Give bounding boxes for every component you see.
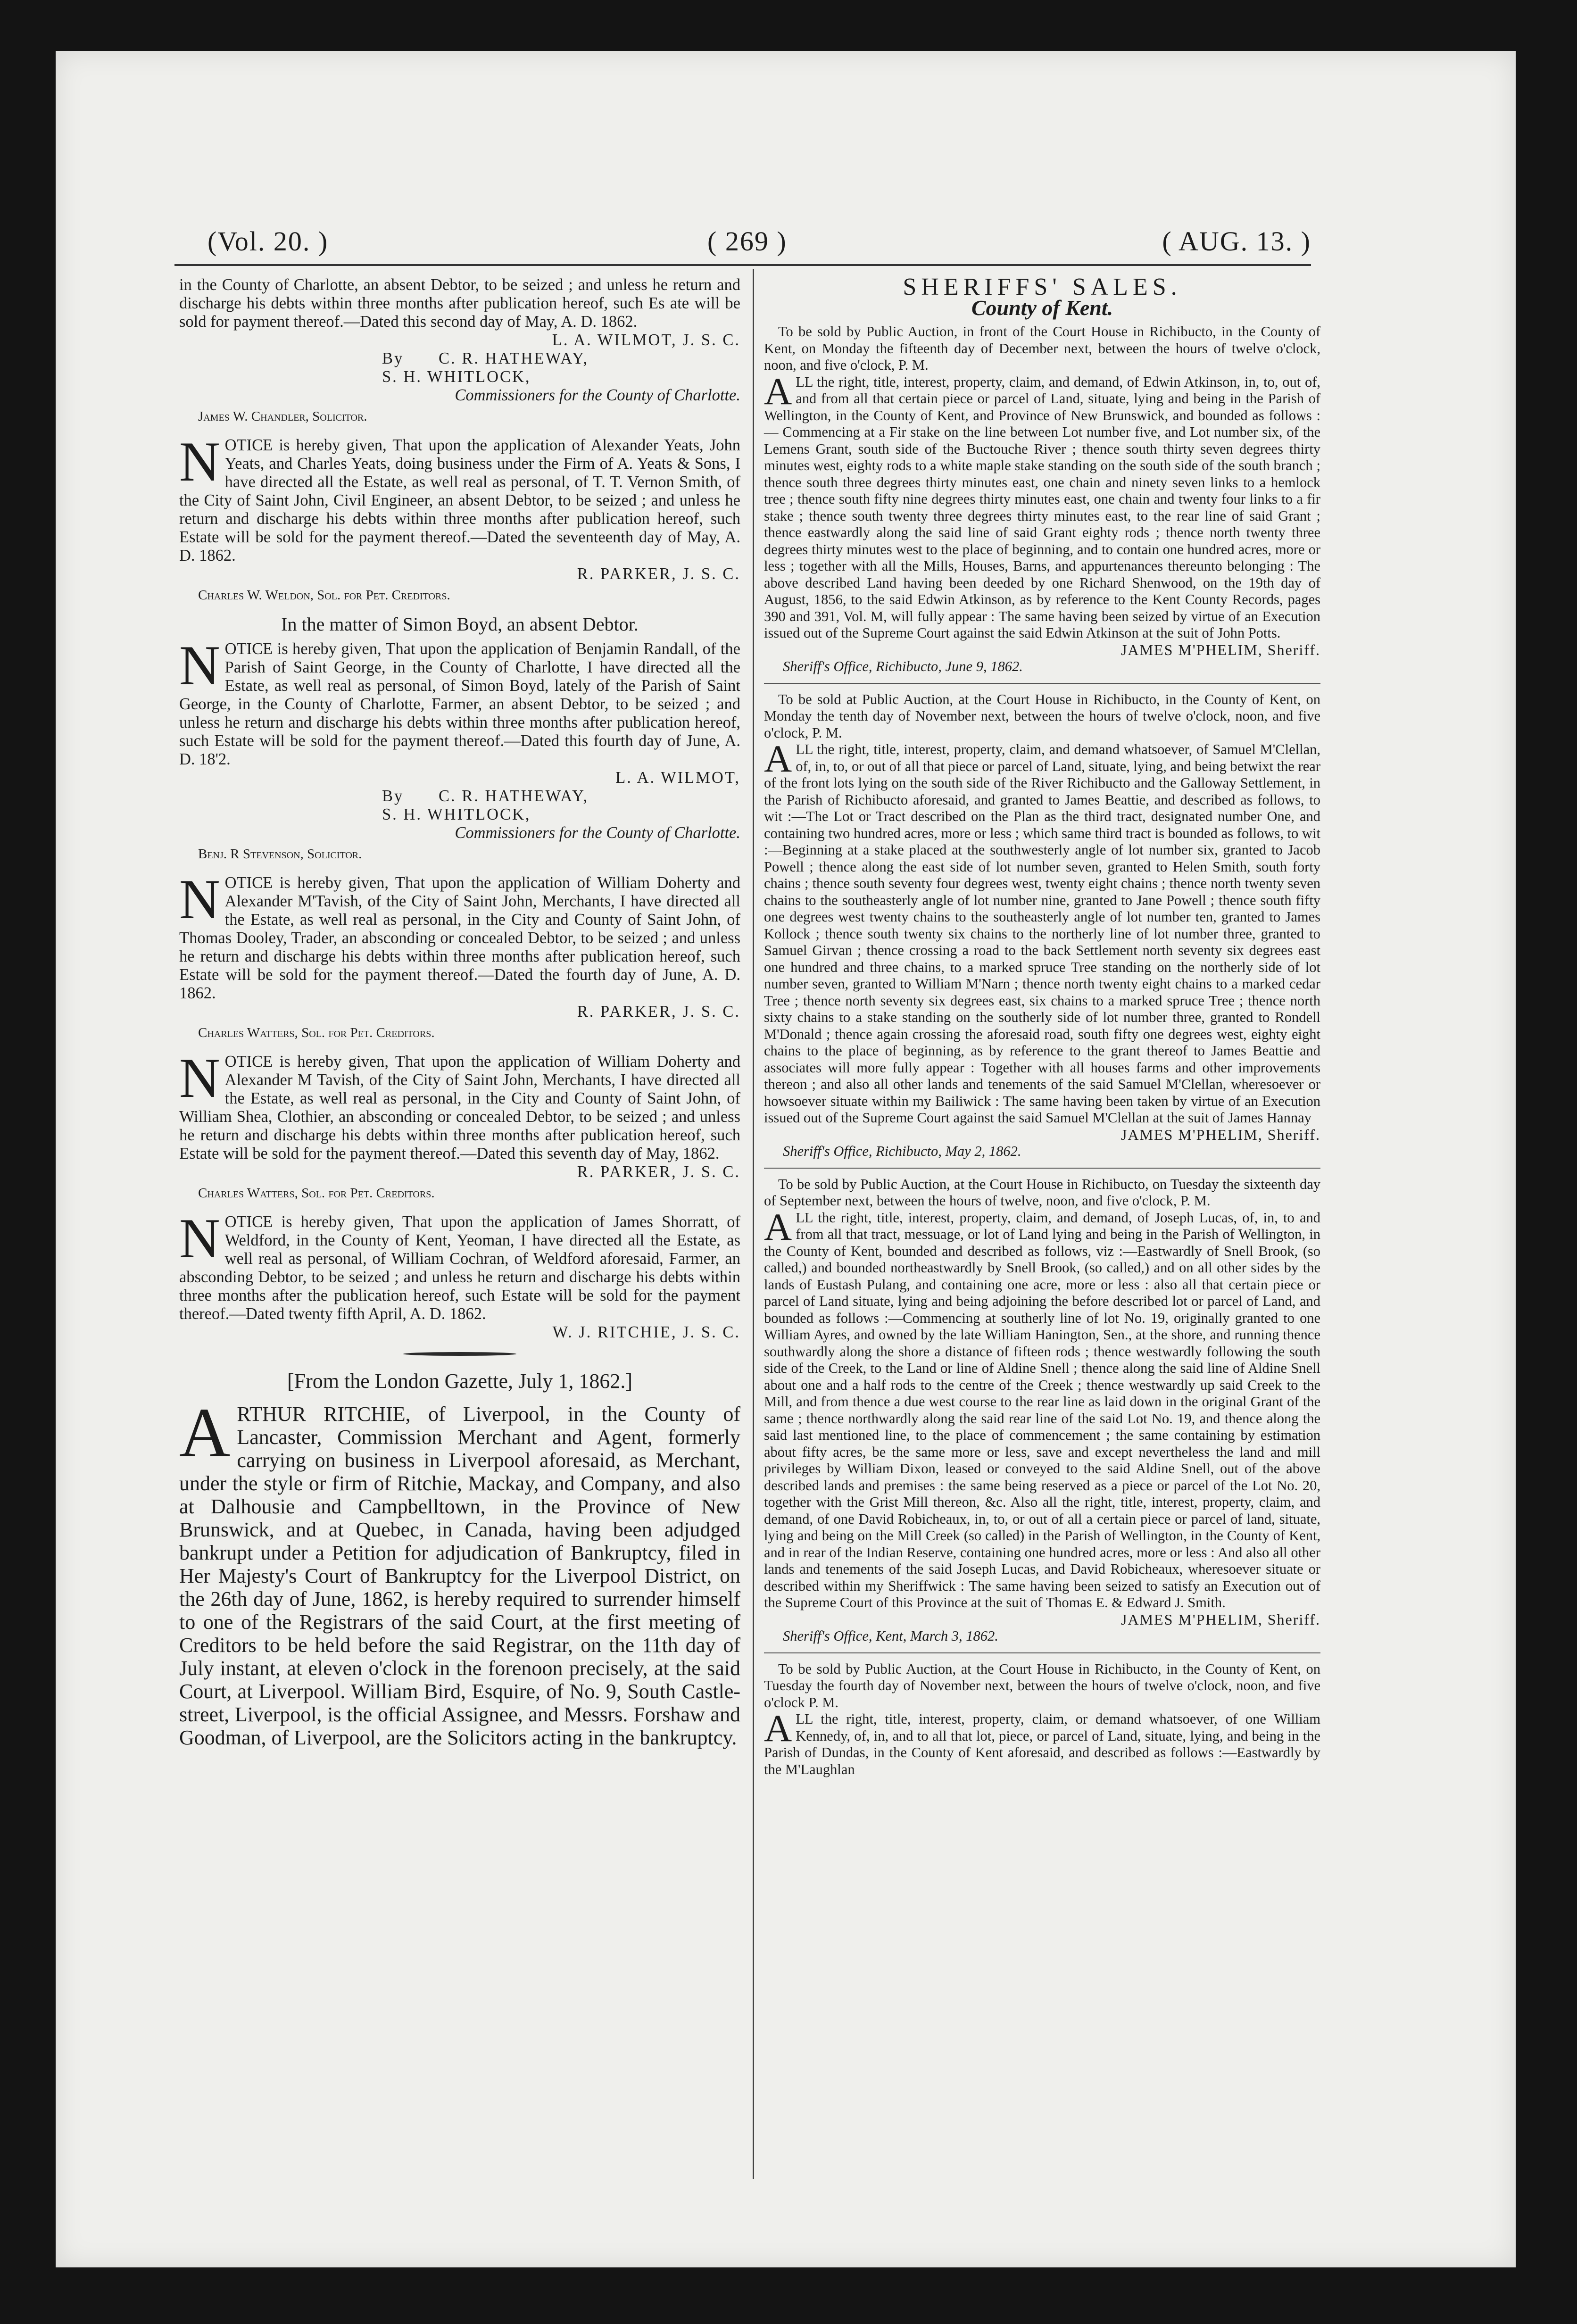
notice-boyd [179,615,740,863]
sale-intro: To be sold by Public Auction, at the Court House in Richibucto, on Tuesday the sixteenth day of September next, between the hours of twelve, noon, and five o'clock, P. M. [764,1176,1320,1209]
drop-cap: N [179,868,220,930]
notice-body: OTICE is hereby given, That upon the application of Benjamin Randall, of the Parish of Saint George, in the County of Charlotte, I have directed all the Estate, as well real as personal, of Simon Boyd, lately of the Parish of Saint George, in the County of Charlotte, Farmer, an absent Debtor, to be seized ; and unless he return and discharge his debts within three months after publication hereof, such Estate will be sold for the payment thereof.—Dated this fourth day of June, A. D. 18'2. [179,640,740,768]
sheriff-office: Sheriff's Office, Richibucto, June 9, 1862. [783,658,1023,674]
notice-body: OTICE is hereby given, That upon the application of Alexander Yeats, John Yeats, and Charles Yeats, doing business under the Firm of A. Yeats & Sons, I have directed all the Estate, as well real as personal, of T. T. Vernon Smith, of the City of Saint John, Civil Engineer, an absent Debtor, to be seized ; and unless he return and discharge his debts within three months after publication hereof, such Estate will be sold for the payment thereof.—Dated the seventeenth day of May, A. D. 1862. [179,436,740,564]
signature-judge: L. A. WILMOT, J. S. C. [552,331,740,349]
section-separator [764,1652,1320,1653]
notice-text [179,1046,740,1163]
drop-cap: N [179,1207,220,1270]
notice-dooley [179,868,740,1042]
sheriff-signature: JAMES M'PHELIM, Sheriff. [1121,1610,1320,1628]
sale-text [764,1205,1320,1611]
drop-cap: N [179,634,220,697]
drop-cap: A [764,737,792,780]
notice-yeats [179,430,740,605]
gazette-title: [From the London Gazette, July 1, 1862.] [287,1370,632,1393]
notice-text [179,868,740,1003]
sale-kennedy [764,1661,1320,1778]
signature-commissioner: S. H. WHITLOCK, [382,368,531,386]
notice-london-gazette [179,1372,740,1749]
notice-body: OTICE is hereby given, That upon the application of James Shorratt, of Weldford, in the County of Kent, Yeoman, I have directed all the Estate, as well real as personal, of William Cochran, of Weldford aforesaid, Farmer, an absconding Debtor, to be seized ; and unless he return and discharge his debts within three months after the publication hereof, such Estate will be sold for the payment thereof.—Dated twenty fifth April, A. D. 1862. [179,1213,740,1323]
page-header [208,225,1311,263]
notice-text [179,634,740,769]
solicitor-line: Benj. R Stevenson, Solicitor. [198,847,362,862]
by-label: By [382,349,404,367]
volume-label: (Vol. 20. ) [208,226,329,257]
signature-commissioner: S. H. WHITLOCK, [382,805,531,823]
sheriff-signature: JAMES M'PHELIM, Sheriff. [1121,641,1320,658]
header-rule [174,264,1311,266]
sale-text [764,1707,1320,1778]
drop-cap: A [764,1205,792,1248]
signature-judge: R. PARKER, J. S. C. [577,565,740,583]
drop-cap: A [764,369,792,413]
drop-cap: A [764,1707,792,1750]
commission-line: Commissioners for the County of Charlotte. [455,824,740,842]
sale-body-text: LL the right, title, interest, property, claim, and demand, of Joseph Lucas, of, in, to and from all that tract, messuage, or lot of Land lying and being in the Parish of Wellington, in the County of Kent, bounded and described as follows, viz :—Eastwardly of Snell Brook, (so called,) and bounded northeastwardly by Snell Brook, (so called,) and on all other sides by the lands of Eustash Pulang, and containing one acre, more or less : also all that certain piece or parcel of Land situate, lying and being adjoining the before described lot or parcel of Land, and bounded as follows :—Commencing at southerly line of lot No. 19, originally granted to one William Ayres, and owned by the late William Hanington, Sen., at the shore, and running thence southwardly along the shore a distance of fifteen rods ; thence westwardly following the south side of the Creek, to the Land or line of Aldine Snell ; thence along the said line of Aldine Snell about one and a half rods to the centre of the Creek ; thence westwardly up said Creek to the Mill, and from thence a due west course to the rear line as laid down in the original Grant of the same ; thence northwardly along the said rear line of the said Lot No. 19, and thence along the said last mentioned line, to the place of commencement ; the same containing by estimation about fifty acres, be the same more or less, save and except nevertheless the land and mill privileges by William Dixon, leased or conveyed to the said Aldine Snell, out of the above described lands and premises : the same being reserved as a piece or parcel of the Lot No. 20, together with the Grist Mill thereon, &c. Also all the right, title, interest, property, claim, and demand, of one David Robicheaux, in, to, or out of all a certain piece or parcel of land, situate, lying and being on the Mill Creek (so called) in the Parish of Wellington, in the County of Kent, and in rear of the Indian Reserve, containing one hundred acres, more or less : And also all other lands and tenements of the said Joseph Lucas, and David Robicheaux, wheresoever situate or described within my Sheriffwick : The same having been seized to satisfy an Execution out of the Supreme Court of this Province at the suit of Thomas E. & Edward J. Smith. [764,1209,1320,1610]
column-divider [753,269,754,2179]
signature-judge: R. PARKER, J. S. C. [577,1163,740,1181]
right-column [764,276,1320,1778]
sale-intro: To be sold at Public Auction, at the Court House in Richibucto, in the County of Kent, on Monday the tenth day of November next, between the hours of twelve o'clock, noon, and five o'clock, P. M. [764,691,1320,741]
page-number: ( 269 ) [707,226,787,257]
solicitor-line: James W. Chandler, Solicitor. [198,409,367,424]
gazette-text [179,1394,740,1749]
commission-line: Commissioners for the County of Charlotte. [455,386,740,404]
sale-atkinson [764,324,1320,675]
left-column [179,276,740,1760]
notice-text [179,1207,740,1323]
matter-title: In the matter of Simon Boyd, an absent Debtor. [281,614,639,635]
commissioner-name: C. R. HATHEWAY, [439,349,589,367]
sale-intro: To be sold by Public Auction, in front of the Court House in Richibucto, in the County of Kent, on Monday the fifteenth day of December next, between the hours of twelve o'clock, noon, and five o'clock, P. M. [764,324,1320,373]
signature-commissioner [179,349,740,368]
sale-text [764,369,1320,642]
signature-commissioner [179,787,740,805]
drop-cap: A [179,1394,231,1472]
sheriff-signature: JAMES M'PHELIM, Sheriff. [1121,1126,1320,1143]
drop-cap: N [179,1046,220,1109]
section-separator [764,683,1320,684]
sale-intro: To be sold by Public Auction, at the Court House in Richibucto, in the County of Kent, on Tuesday the fourth day of November next, between the hours of twelve o'clock, noon, and five o'clock P. M. [764,1660,1320,1710]
notice-cochran [179,1207,740,1342]
sheriff-office: Sheriff's Office, Kent, March 3, 1862. [783,1628,998,1644]
sale-text [764,737,1320,1127]
solicitor-line: Charles Watters, Sol. for Pet. Creditors. [198,1025,435,1040]
solicitor-line: Charles Watters, Sol. for Pet. Creditors. [198,1186,435,1201]
section-title: SHERIFFS' SALES. [903,274,1182,300]
county-heading: County of Kent. [971,295,1113,320]
ornament-divider [403,1352,516,1356]
signature-judge: W. J. RITCHIE, J. S. C. [552,1323,740,1341]
notice-body: OTICE is hereby given, That upon the application of William Doherty and Alexander M Tavish, of the City of Saint John, Merchants, I have directed all the Estate, as well real as personal, in the City and County of Saint John, of William Shea, Clothier, an absconding or concealed Debtor, to be seized ; and unless he return and discharge his debts within three months after publication hereof, such Estate will be sold for the payment thereof.—Dated this seventh day of May, 1862. [179,1053,740,1162]
issue-date: ( AUG. 13. ) [1162,226,1311,257]
drop-cap: N [179,430,220,493]
notice-text: in the County of Charlotte, an absent Debtor, to be seized ; and unless he return and discharge his debts within three months after publication hereof, such Es ate will be sold for payment thereof.—Dated this second day of May, A. D. 1862. [179,276,740,331]
signature-judge: R. PARKER, J. S. C. [577,1003,740,1021]
signature-judge: L. A. WILMOT, [615,769,740,787]
notice-body: OTICE is hereby given, That upon the application of William Doherty and Alexander M'Tavish, of the City of Saint John, Merchants, I have directed all the Estate, as well real as personal, in the City and County of Saint John, of Thomas Dooley, Trader, an absconding or concealed Debtor, to be seized ; and unless he return and discharge his debts within three months after publication hereof, such Estate will be sold for the payment thereof.—Dated the fourth day of June, A. D. 1862. [179,874,740,1002]
section-separator [764,1168,1320,1169]
sheriff-office: Sheriff's Office, Richibucto, May 2, 1862. [783,1143,1021,1159]
sale-mcclellan [764,691,1320,1160]
gazette-body: RTHUR RITCHIE, of Liverpool, in the County of Lancaster, Commission Merchant and Agent, formerly carrying on business in Liverpool aforesaid, as Merchant, under the style or firm of Ritchie, Mackay, and Company, and also at Dalhousie and Campbelltown, in the Province of New Brunswick, and at Quebec, in Canada, having been adjudged bankrupt under a Petition for adjudication of Bankruptcy, filed in Her Majesty's Court of Bankruptcy for the Liverpool District, on the 26th day of June, 1862, is hereby required to surrender himself to one of the Registrars of the said Court, at the first meeting of Creditors to be held before the said Registrar, on the 11th day of July instant, at eleven o'clock in the forenoon precisely, at the said Court, at Liverpool. William Bird, Esquire, of No. 9, South Castle-street, Liverpool, is the official Assignee, and Messrs. Forshaw and Goodman, of Liverpool, are the Solicitors acting in the bankruptcy. [179,1403,740,1749]
notice-text [179,430,740,565]
notice-continued [179,276,740,426]
notice-shea [179,1046,740,1203]
sale-lucas [764,1176,1320,1645]
commissioner-name: C. R. HATHEWAY, [439,787,589,805]
by-label: By [382,787,404,805]
sale-body-text: LL the right, title, interest, property, claim, or demand whatsoever, of one William Kennedy, of, in, and to all that lot, piece, or parcel of Land, situate, lying, and being in the Parish of Dundas, in the County of Kent aforesaid, and described as follows :—Eastwardly by the M'Laughlan [764,1711,1320,1777]
sale-body-text: LL the right, title, interest, property, claim, and demand, of Edwin Atkinson, in, to, out of, and from all that certain piece or parcel of Land, situate, lying and being in the Parish of Wellington, in the County of Kent, and Province of New Brunswick, and bounded as follows :— Commencing at a Fir stake on the line between Lot number five, and Lot number six, of the Lemens Grant, south side of the Buctouche River ; thence south thirty seven degrees thirty minutes west, eighty rods to a white maple stake standing on the south side of the south branch ; thence south three degrees thirty minutes east, one chain and ninety seven links to a hemlock tree ; thence south fifty nine degrees thirty minutes east, one chain and twenty four links to a fir stake ; thence south twenty three degrees thirty minutes east, to the rear line of said Grant ; thence eastwardly along the said line of said Grant eighty rods ; thence north twenty three degrees thirty minutes west to the place of beginning, and to contain one hundred acres, more or less ; together with all the Mills, Houses, Barns, and appurtenances thereunto belonging : The above described Land having been deeded by one Richard Shenwood, on the 19th day of August, 1856, to the said Edwin Atkinson, as by reference to the Kent County Records, pages 390 and 391, Vol. M, will fully appear : The same having been seized by virtue of an Execution issued out of the Supreme Court against the said Edwin Atkinson at the suit of John Potts. [764,374,1320,641]
solicitor-line: Charles W. Weldon, Sol. for Pet. Creditors. [198,588,450,603]
sale-body-text: LL the right, title, interest, property, claim, and demand whatsoever, of Samuel M'Clellan, of, in, to, or out of all that piece or parcel of Land, situate, lying, and being betwixt the rear of the front lots lying on the south side of the River Richibucto and the Galloway Settlement, in the Parish of Richibucto aforesaid, and granted to James Beattie, and described as follows, to wit :—The Lot or Tract described on the Plan as the third tract, designated number One, and containing two hundred acres, more or less ; which same third tract is bounded as follows, to wit :—Beginning at a stake placed at the southwesterly angle of lot number six, granted to Jacob Powell ; thence along the east side of lot number seven, granted to Helen Smith, south forty chains ; thence south seventy four degrees west, twenty eight chains ; thence north twenty seven chains to the southeasterly angle of lot number nine, granted to Jane Powell ; thence south fifty one degrees west twenty chains to the southeasterly angle of lot number ten, granted to James Kollock ; thence south twenty six chains to the northerly line of lot number three, granted to Samuel Girvan ; thence crossing a road to the back Settlement north seventy six degrees east one hundred and three chains, to a marked spruce Tree standing on the northerly side of lot number seven, granted to William M'Narn ; thence north twenty eight chains to a marked cedar Tree ; thence north seventy six degrees east, six chains to a marked spruce Tree ; thence north sixty chains to a stake standing on the southerly side of lot number three, granted to Rondell M'Donald ; thence again crossing the aforesaid road, south fifty one degrees west, eighty eight chains to the place of beginning, as by reference to the grant thereof to James Beattie and associates will more fully appear : Together with all houses farms and other improvements thereon ; and also all other lands and tenements of the said Samuel M'Clellan, wheresoever or howsoever situate within my Bailiwick : The same having been taken by virtue of an Execution issued out of the Supreme Court against the said Samuel M'Clellan at the suit of James Hannay [764,741,1320,1126]
